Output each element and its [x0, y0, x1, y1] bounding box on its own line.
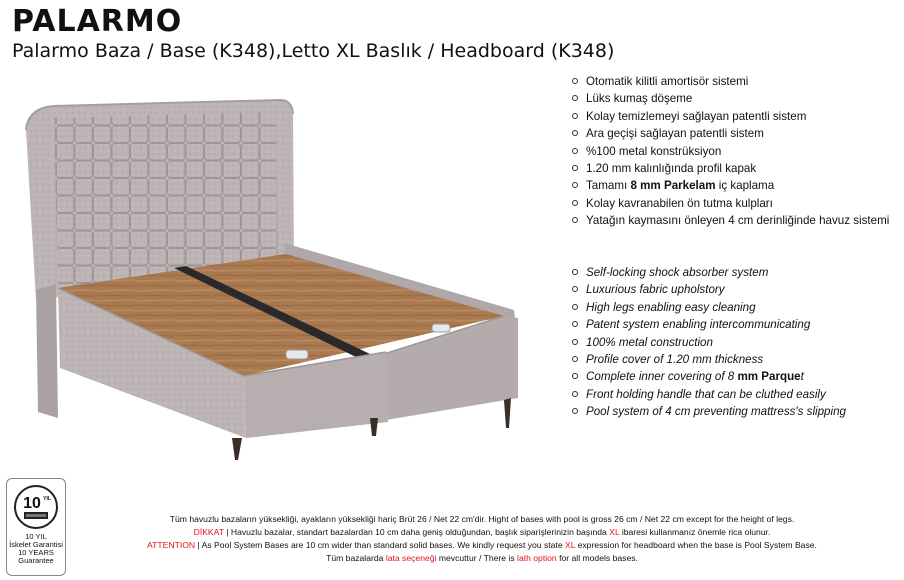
- bullet-icon: [572, 95, 578, 101]
- bullet-icon: [572, 304, 578, 310]
- list-item: Ara geçişi sağlayan patentli sistem: [572, 125, 889, 142]
- bullet-icon: [572, 200, 578, 206]
- list-item: Kolay temizlemeyi sağlayan patentli sistem: [572, 108, 889, 125]
- list-item: Self-locking shock absorber system: [572, 264, 846, 281]
- guarantee-line2: İskelet Garantisi: [9, 540, 63, 549]
- product-subtitle: Palarmo Baza / Base (K348),Letto XL Baslık / Headboard (K348): [12, 40, 615, 62]
- list-item: High legs enabling easy cleaning: [572, 299, 846, 316]
- list-item: Front holding handle that can be cluthed easily: [572, 386, 846, 403]
- bullet-icon: [572, 269, 578, 275]
- footer-note-height: Tüm havuzlu bazaların yüksekliği, ayakların yüksekliği hariç Brüt 26 / Net 22 cm'dir. Hight of bases with pool is gross 26 cm / Net 22 cm except for the height of legs.: [169, 514, 795, 524]
- footer-note-lath: Tüm bazalarda lata seçeneği mevcuttur / There is lath option for all models bases.: [326, 553, 638, 563]
- bullet-icon: [572, 182, 578, 188]
- feature-list-english: [572, 264, 846, 421]
- bed-product-image: [14, 78, 554, 463]
- bullet-icon: [572, 217, 578, 223]
- list-item: 100% metal construction: [572, 334, 846, 351]
- footer-note-warning-en: ATTENTION | As Pool System Bases are 10 cm wider than standard solid bases. We kindly request you state XL expression for headboard when the base is Pool System Base.: [147, 540, 817, 550]
- bullet-icon: [572, 391, 578, 397]
- bullet-icon: [572, 130, 578, 136]
- list-item: Luxurious fabric upholstory: [572, 281, 846, 298]
- list-item: Otomatik kilitli amortisör sistemi: [572, 73, 889, 90]
- bullet-icon: [572, 339, 578, 345]
- guarantee-line4: Guarantee: [18, 556, 54, 565]
- guarantee-emblem-icon: [7, 481, 65, 533]
- bullet-icon: [572, 321, 578, 327]
- list-item: Profile cover of 1.20 mm thickness: [572, 351, 846, 368]
- bullet-icon: [572, 113, 578, 119]
- bullet-icon: [572, 356, 578, 362]
- bullet-icon: [572, 373, 578, 379]
- bullet-icon: [572, 286, 578, 292]
- guarantee-badge: [6, 478, 66, 576]
- guarantee-years-number: 10: [23, 495, 41, 512]
- list-item: Tamamı 8 mm Parkelam iç kaplama: [572, 177, 889, 194]
- list-item: Pool system of 4 cm preventing mattress's slipping: [572, 403, 846, 420]
- bullet-icon: [572, 408, 578, 414]
- list-item: Patent system enabling intercommunicating: [572, 316, 846, 333]
- guarantee-years-unit: YIL: [43, 496, 51, 502]
- bullet-icon: [572, 165, 578, 171]
- list-item: Complete inner covering of 8 mm Parquet: [572, 368, 846, 385]
- guarantee-line3: 10 YEARS: [18, 548, 54, 557]
- guarantee-line1: 10 YIL: [25, 532, 47, 541]
- list-item: Lüks kumaş döşeme: [572, 90, 889, 107]
- feature-list-turkish: [572, 73, 889, 230]
- bullet-icon: [572, 78, 578, 84]
- bullet-icon: [572, 148, 578, 154]
- list-item: Kolay kavranabilen ön tutma kulpları: [572, 195, 889, 212]
- footer-note-warning-tr: DİKKAT | Havuzlu bazalar, standart bazalardan 10 cm daha geniş olduğundan, başlık siparişlerinizin başında XL ibaresi kullanmanız önemle rica olunur.: [193, 527, 771, 537]
- list-item: Yatağın kaymasını önleyen 4 cm derinliğinde havuz sistemi: [572, 212, 889, 229]
- product-title: PALARMO: [12, 4, 183, 39]
- list-item: %100 metal konstrüksiyon: [572, 143, 889, 160]
- list-item: 1.20 mm kalınlığında profil kapak: [572, 160, 889, 177]
